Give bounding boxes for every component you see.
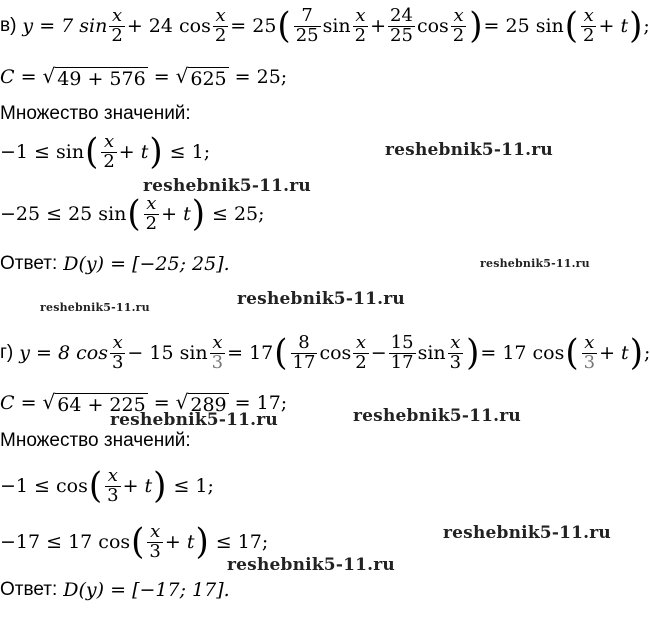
inequality-2-g: −17 ≤ 17 cos ( $\frac{x}{3}$ + t ) ≤ 17; (0, 520, 269, 563)
square-root: √ 625 (175, 64, 227, 90)
square-root: √ 64 + 225 (42, 390, 146, 416)
watermark: reshebnik5-11.ru (143, 176, 311, 196)
right-paren: ) (466, 332, 480, 374)
fraction: $\frac{x}{3}$ (111, 331, 124, 373)
fraction: $\frac{x}{2}$ (452, 4, 465, 46)
fraction: $\frac{x}{2}$ (355, 331, 367, 373)
right-paren: ) (629, 5, 643, 48)
left-paren: ( (565, 332, 579, 374)
fraction: $\frac{8}{17}$ (292, 331, 316, 373)
part-label-v: в) (0, 15, 17, 36)
fraction: $\frac{x}{3}$ (107, 464, 119, 506)
fraction: $\frac{x}{2}$ (583, 4, 595, 46)
fraction: $\frac{x}{3}$ (449, 331, 462, 373)
part-label-g: г) (0, 342, 14, 363)
right-paren: ) (153, 465, 167, 507)
c-line-v: C = √ 49 + 576 = √ 625 = 25; (0, 64, 288, 90)
c-line-g: C = √ 64 + 225 = √ 289 = 17; (0, 390, 288, 416)
right-paren: ) (191, 193, 205, 235)
left-paren: ( (131, 521, 145, 563)
fraction: $\frac{24}{25}$ (390, 4, 413, 46)
right-paren: ) (195, 521, 209, 563)
square-root: √ 289 (175, 390, 227, 416)
fraction: $\frac{x}{2}$ (111, 4, 123, 46)
inequality-2-v: −25 ≤ 25 sin ( $\frac{x}{2}$ + t ) ≤ 25; (0, 192, 265, 235)
fraction: $\frac{x}{3}$ (583, 331, 596, 373)
equation-v: в) y = 7 sin $\frac{x}{2}$ + 24 cos $\frac{x}{2}$ = 25 ( $\frac{7}{25}$ sin $\frac{x}{2}$ + $\frac{24}{25}$ cos $\frac{x}{2}$ ) = 25 sin ( $\frac{x}{2}$ + t ) ; (0, 4, 650, 48)
fraction: $\frac{x}{2}$ (214, 4, 227, 46)
inequality-1-g: −1 ≤ cos ( $\frac{x}{3}$ + t ) ≤ 1; (0, 464, 214, 507)
right-paren: ) (629, 332, 643, 374)
left-paren: ( (564, 5, 579, 48)
fraction: $\frac{x}{2}$ (354, 4, 367, 46)
watermark: reshebnik5-11.ru (480, 257, 590, 270)
left-paren: ( (88, 465, 103, 507)
fraction: $\frac{x}{2}$ (145, 192, 158, 234)
left-paren: ( (274, 332, 288, 374)
square-root: √ 49 + 576 (42, 64, 146, 90)
watermark: reshebnik5-11.ru (443, 523, 611, 543)
watermark: reshebnik5-11.ru (227, 555, 395, 575)
fraction: $\frac{x}{2}$ (103, 130, 115, 172)
watermark: reshebnik5-11.ru (110, 410, 278, 430)
left-paren: ( (85, 131, 99, 173)
watermark: reshebnik5-11.ru (237, 289, 405, 309)
range-heading-v: Множество значений: (0, 103, 191, 124)
right-paren: ) (469, 5, 483, 48)
answer-v: Ответ: D(y) = [−25; 25]. (0, 253, 230, 275)
fraction: $\frac{7}{25}$ (295, 4, 319, 46)
right-paren: ) (149, 131, 163, 173)
range-heading-g: Множество значений: (0, 430, 191, 451)
fraction: $\frac{15}{17}$ (390, 331, 414, 373)
equation-g: г) y = 8 cos $\frac{x}{3}$ − 15 sin $\frac{x}{3}$ = 17 ( $\frac{8}{17}$ cos $\frac{x}{2}$ − $\frac{15}{17}$ sin $\frac{x}{3}$ ) = 17 cos ( $\frac{x}{3}$ + t ) ; (0, 331, 650, 374)
fraction: $\frac{x}{3}$ (149, 520, 161, 562)
left-paren: ( (127, 193, 141, 235)
watermark: reshebnik5-11.ru (353, 406, 521, 426)
inequality-1-v: −1 ≤ sin ( $\frac{x}{2}$ + t ) ≤ 1; (0, 130, 211, 173)
answer-g: Ответ: D(y) = [−17; 17]. (0, 579, 230, 601)
watermark: reshebnik5-11.ru (40, 301, 150, 314)
watermark: reshebnik5-11.ru (385, 140, 553, 160)
left-paren: ( (277, 5, 291, 48)
fraction: $\frac{x}{3}$ (211, 331, 224, 373)
